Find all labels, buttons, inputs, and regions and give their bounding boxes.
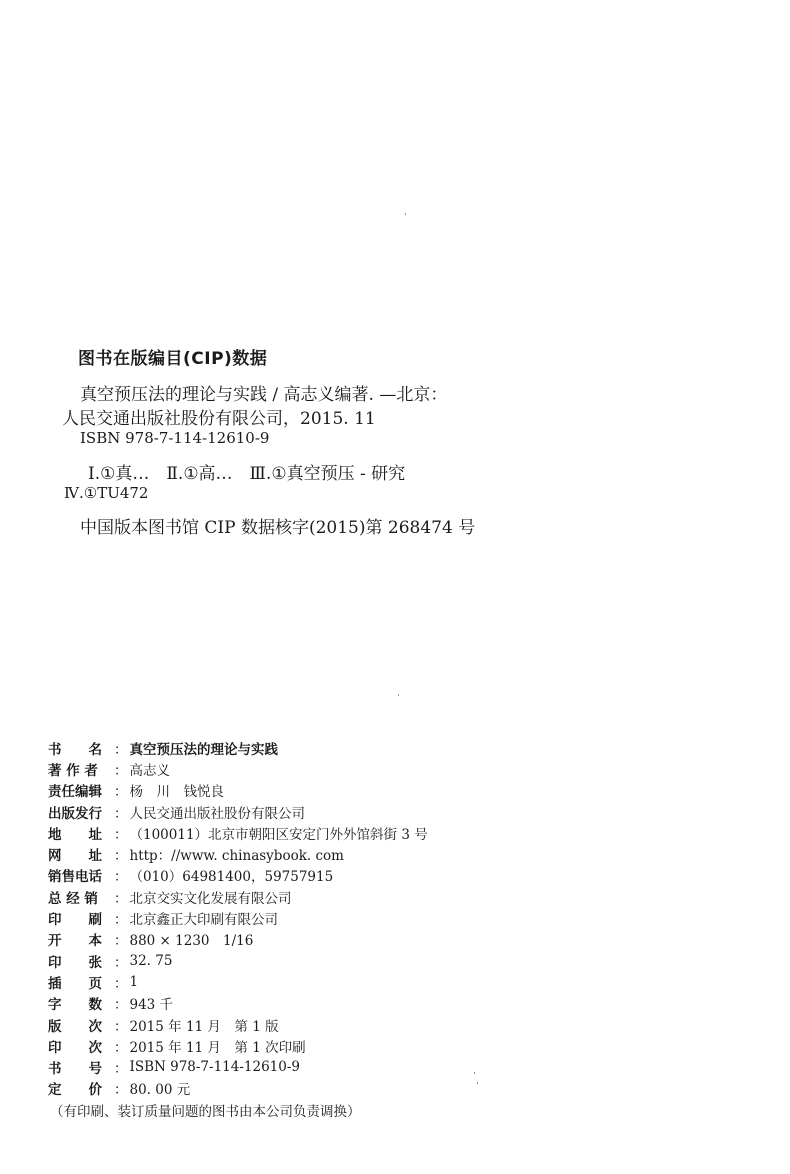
publication-info-row	[48, 971, 428, 992]
info-label: 开 本	[48, 933, 102, 950]
info-value: 高志义	[129, 762, 170, 779]
info-value: 北京交实文化发展有限公司	[129, 890, 292, 907]
publication-info-row	[48, 780, 428, 801]
publication-info-row	[48, 843, 428, 864]
info-label: 著 作 者	[48, 762, 98, 779]
info-colon: ：	[114, 890, 128, 907]
info-value: 北京鑫正大印刷有限公司	[129, 912, 278, 929]
info-value: ISBN 978-7-114-12610-9	[129, 1059, 301, 1076]
info-colon: ：	[114, 869, 128, 886]
publication-info-row	[48, 1014, 428, 1035]
info-label: 地 址	[48, 826, 102, 843]
info-label: 总 经 销	[48, 890, 98, 907]
info-colon: ：	[114, 1018, 128, 1035]
info-colon: ：	[114, 762, 128, 779]
publication-info-row	[48, 1035, 428, 1056]
info-label: 书 名	[48, 741, 102, 758]
info-colon: ：	[114, 1039, 128, 1056]
publication-info-row	[48, 801, 428, 822]
info-value: 真空预压法的理论与实践	[129, 741, 278, 758]
info-label: 印 刷	[48, 912, 102, 929]
publication-info-row	[48, 758, 428, 779]
info-value: 880 × 1230 1/16	[129, 933, 254, 950]
info-label: 销售电话	[48, 869, 102, 886]
info-value: 2015 年 11 月 第 1 版	[129, 1018, 279, 1035]
cip-class-line: Ⅳ.①TU472	[64, 484, 149, 502]
info-colon: ：	[114, 912, 128, 929]
cip-subject-line: Ⅰ.①真… Ⅱ.①高… Ⅲ.①真空预压 - 研究	[88, 464, 406, 484]
cip-publisher-line: 人民交通出版社股份有限公司，2015. 11	[62, 409, 376, 429]
info-colon: ：	[114, 933, 128, 950]
publication-info-row	[48, 822, 428, 843]
publication-info-row	[48, 929, 428, 950]
info-label: 字 数	[48, 997, 102, 1014]
publication-info-row	[48, 993, 428, 1014]
info-label: 出版发行	[48, 805, 102, 822]
cip-title-line: 真空预压法的理论与实践 / 高志义编著. —北京：	[80, 385, 448, 405]
scan-speck	[398, 694, 399, 696]
info-value: http：//www. chinasybook. com	[129, 848, 344, 865]
info-value: 80. 00 元	[129, 1082, 191, 1099]
publication-info-table	[48, 737, 428, 1099]
info-value: （010）64981400，59757915	[129, 869, 334, 886]
info-label: 插 页	[48, 975, 102, 992]
info-colon: ：	[114, 741, 128, 758]
publication-info-row	[48, 737, 428, 758]
info-label: 印 次	[48, 1039, 102, 1056]
publication-info-row	[48, 1056, 428, 1077]
quality-note: （有印刷、装订质量问题的图书由本公司负责调换）	[50, 1104, 361, 1120]
cip-record-line: 中国版本图书馆 CIP 数据核字(2015)第 268474 号	[80, 518, 476, 538]
info-colon: ：	[114, 954, 128, 971]
publication-info-row	[48, 886, 428, 907]
info-colon: ：	[114, 975, 128, 992]
scan-speck	[477, 1082, 478, 1084]
cip-isbn-line: ISBN 978-7-114-12610-9	[80, 429, 270, 447]
info-label: 责任编辑	[48, 784, 102, 801]
info-value: 2015 年 11 月 第 1 次印刷	[129, 1039, 306, 1056]
info-label: 印 张	[48, 954, 102, 971]
info-colon: ：	[114, 826, 128, 843]
publication-info-row	[48, 865, 428, 886]
scan-speck	[405, 213, 406, 215]
info-value: 943 千	[129, 997, 174, 1014]
info-colon: ：	[114, 848, 128, 865]
info-colon: ：	[114, 805, 128, 822]
publication-info-row	[48, 1078, 428, 1099]
scan-speck	[474, 1072, 475, 1074]
info-value: 1	[129, 973, 139, 990]
info-colon: ：	[114, 784, 128, 801]
info-value: 人民交通出版社股份有限公司	[129, 805, 305, 822]
info-label: 定 价	[48, 1082, 102, 1099]
cip-heading: 图书在版编目(CIP)数据	[78, 349, 268, 369]
info-label: 网 址	[48, 848, 102, 865]
info-value: （100011）北京市朝阳区安定门外外馆斜街 3 号	[129, 826, 428, 843]
publication-info-row	[48, 907, 428, 928]
info-value: 杨 川 钱悦良	[129, 784, 224, 801]
info-colon: ：	[114, 1082, 128, 1099]
info-label: 书 号	[48, 1061, 102, 1078]
info-value: 32. 75	[129, 952, 173, 969]
info-label: 版 次	[48, 1018, 102, 1035]
info-colon: ：	[114, 1061, 128, 1078]
publication-info-row	[48, 950, 428, 971]
info-colon: ：	[114, 997, 128, 1014]
